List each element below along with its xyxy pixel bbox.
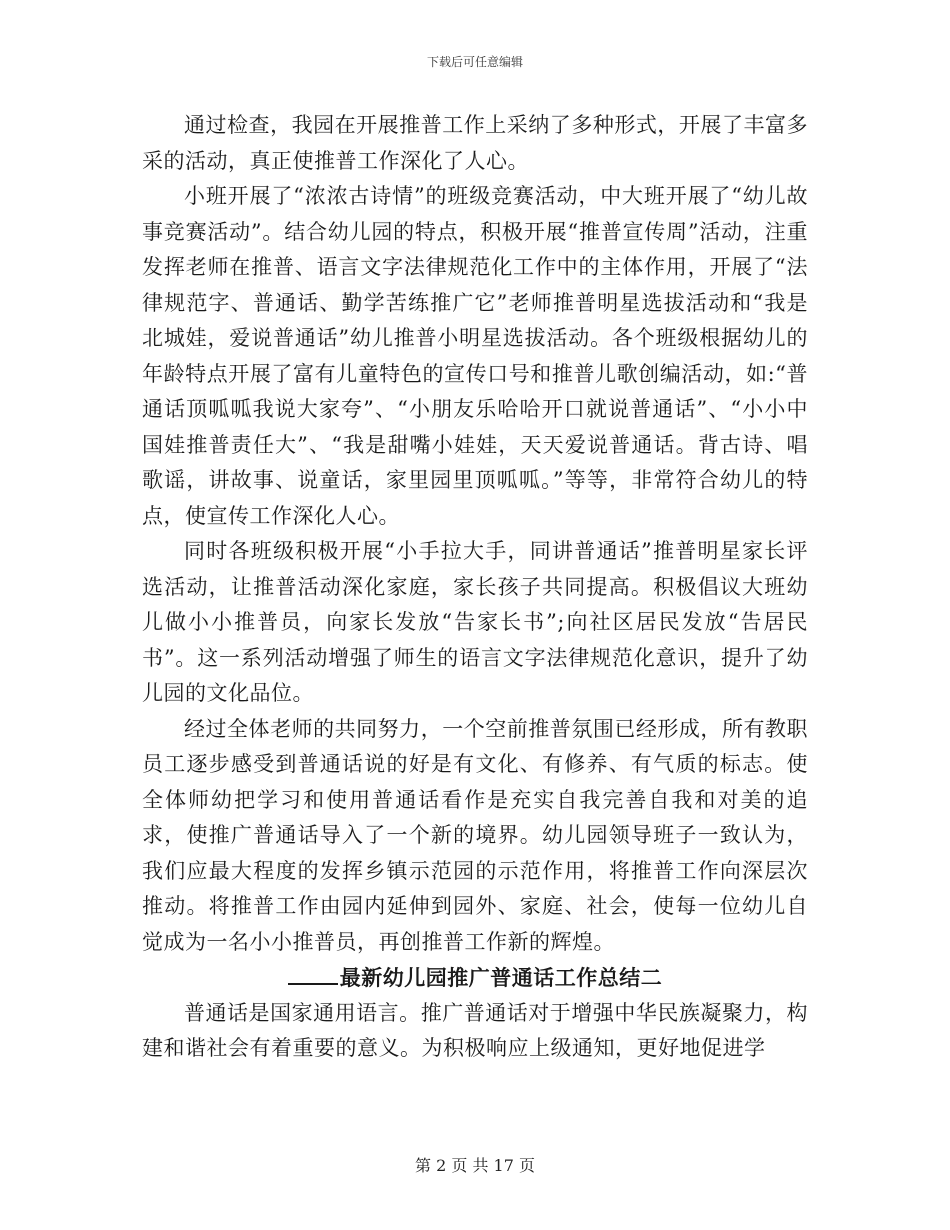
paragraph-3: 同时各班级积极开展“小手拉大手，同讲普通话”推普明星家长评选活动，让推普活动深化家庭，家长孩子共同提高。积极倡议大班幼儿做小小推普员，向家长发放“告家长书”;向社区居民发放“告居民书”。这一系列活动增强了师生的语言文字法律规范化意识，提升了幼儿园的文化品位。 (142, 539, 808, 705)
paragraph-1: 通过检查，我园在开展推普工作上采纳了多种形式，开展了丰富多采的活动，真正使推普工作深化了人心。 (142, 113, 808, 173)
document-body (142, 108, 808, 1067)
section-heading (142, 960, 808, 996)
paragraph-2: 小班开展了“浓浓古诗情”的班级竞赛活动，中大班开展了“幼儿故事竞赛活动”。结合幼儿园的特点，积极开展“推普宣传周”活动，注重发挥老师在推普、语言文字法律规范化工作中的主体作用，开展了“法律规范字、普通话、勤学苦练推广它”老师推普明星选拔活动和“我是北城娃，爱说普通话”幼儿推普小明星选拔活动。各个班级根据幼儿的年龄特点开展了富有儿童特色的宣传口号和推普儿歌创编活动，如:“普通话顶呱呱我说大家夸”、“小朋友乐哈哈开口就说普通话”、“小小中国娃推普责任大”、“我是甜嘴小娃娃，天天爱说普通话。背古诗、唱歌谣，讲故事、说童话，家里园里顶呱呱。”等等，非常符合幼儿的特点，使宣传工作深化人心。 (142, 184, 808, 528)
paragraph-4: 经过全体老师的共同努力，一个空前推普氛围已经形成，所有教职员工逐步感受到普通话说的好是有文化、有修养、有气质的标志。使全体师幼把学习和使用普通话看作是充实自我完善自我和对美的追求，使推广普通话导入了一个新的境界。幼儿园领导班子一致认为，我们应最大程度的发挥乡镇示范园的示范作用，将推普工作向深层次推动。将推普工作由园内延伸到园外、家庭、社会，使每一位幼儿自觉成为一名小小推普员，再创推普工作新的辉煌。 (142, 716, 808, 954)
page-header-note: 下载后可任意编辑 (426, 55, 523, 69)
section-paragraph-1: 普通话是国家通用语言。推广普通话对于增强中华民族凝聚力，构建和谐社会有着重要的意义。为积极响应上级通知，更好地促进学 (142, 1000, 808, 1060)
page-number-footer: 第 2 页 共 17 页 (415, 1156, 535, 1175)
section-heading-text: 最新幼儿园推广普通话工作总结二 (339, 965, 663, 990)
heading-underline-blank (288, 963, 338, 985)
